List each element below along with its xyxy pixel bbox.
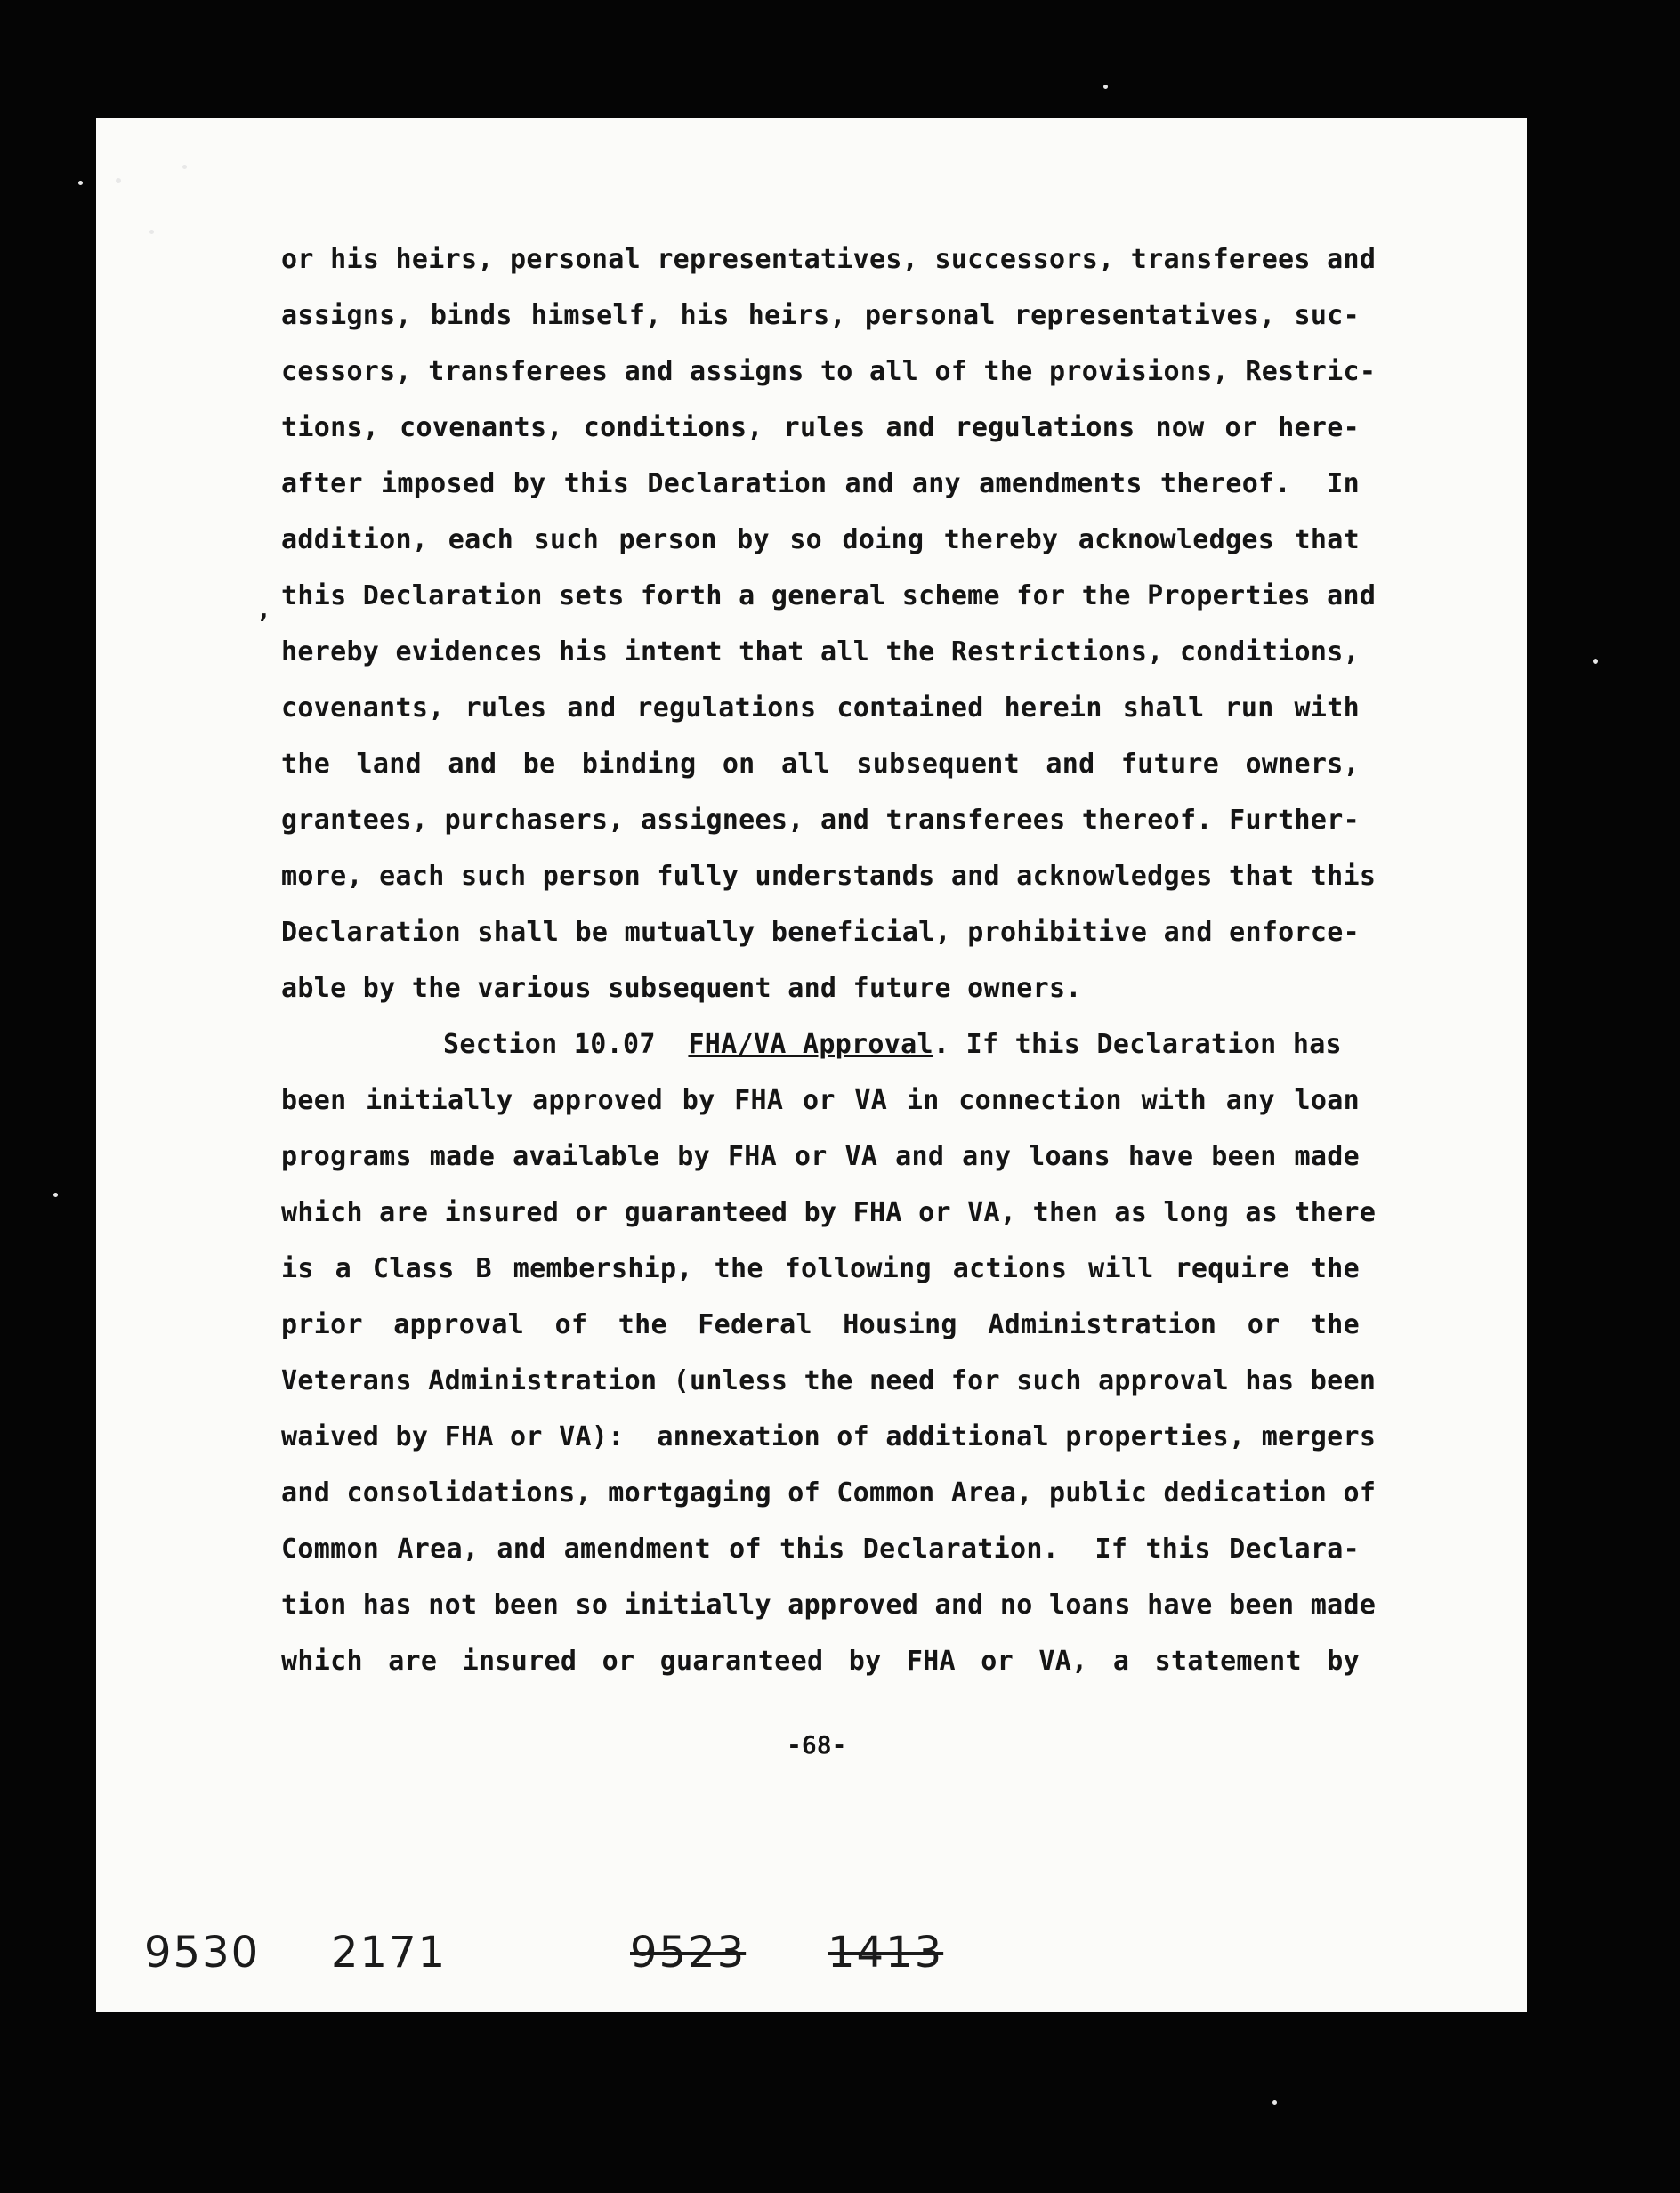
- text-line: Declaration shall be mutually beneficial, prohibitive and enforce-: [281, 917, 1360, 948]
- scan-speck: [1593, 659, 1598, 664]
- scan-speck: [1103, 85, 1108, 89]
- section-label: Section 10.07: [443, 1029, 656, 1060]
- text-line: been initially approved by FHA or VA in connection with any loan: [281, 1085, 1360, 1116]
- book-number: 9530: [144, 1928, 261, 1978]
- text-line: and consolidations, mortgaging of Common Area, public dedication of: [281, 1477, 1377, 1509]
- page-reference: 2171: [331, 1928, 448, 1978]
- text-line: is a Class B membership, the following actions will require the: [281, 1253, 1360, 1284]
- text-line: addition, each such person by so doing thereby acknowledges that: [281, 524, 1360, 555]
- text-line: which are insured or guaranteed by FHA or VA, then as long as there: [281, 1197, 1377, 1228]
- text-line: or his heirs, personal representatives, successors, transferees and: [281, 244, 1377, 275]
- section-heading-line: [443, 1029, 1342, 1060]
- document-page: [96, 118, 1527, 2012]
- text-line: tions, covenants, conditions, rules and regulations now or here-: [281, 412, 1360, 443]
- page-number: -68-: [787, 1730, 847, 1760]
- text-line: assigns, binds himself, his heirs, personal representatives, suc-: [281, 300, 1360, 331]
- text-line: Common Area, and amendment of this Declaration. If this Declara-: [281, 1533, 1360, 1565]
- text-line: this Declaration sets forth a general scheme for the Properties and: [281, 580, 1377, 611]
- text-line: the land and be binding on all subsequent and future owners,: [281, 749, 1360, 780]
- scan-speck: [1272, 2100, 1277, 2105]
- scan-speck: [53, 1193, 58, 1197]
- text-line: able by the various subsequent and future owners.: [281, 973, 1082, 1004]
- scan-speck: [116, 178, 121, 183]
- section-title: FHA/VA Approval: [688, 1029, 933, 1060]
- margin-mark: ,: [256, 595, 271, 624]
- text-line: more, each such person fully understands and acknowledges that this: [281, 861, 1377, 892]
- scan-speck: [149, 230, 154, 234]
- struck-page-reference: 1413: [828, 1928, 944, 1978]
- text-line: after imposed by this Declaration and any amendments thereof. In: [281, 468, 1360, 499]
- text-line: hereby evidences his intent that all the Restrictions, conditions,: [281, 636, 1360, 668]
- text-line: prior approval of the Federal Housing Administration or the: [281, 1309, 1360, 1340]
- text-line: which are insured or guaranteed by FHA or VA, a statement by: [281, 1646, 1360, 1677]
- text-line: programs made available by FHA or VA and any loans have been made: [281, 1141, 1360, 1172]
- text-line: covenants, rules and regulations contained herein shall run with: [281, 692, 1360, 724]
- struck-book-number: 9523: [630, 1928, 747, 1978]
- section-line-text: . If this Declaration has: [933, 1029, 1342, 1060]
- text-line: Veterans Administration (unless the need for such approval has been: [281, 1365, 1377, 1396]
- text-line: grantees, purchasers, assignees, and transferees thereof. Further-: [281, 805, 1360, 836]
- text-line: tion has not been so initially approved and no loans have been made: [281, 1590, 1377, 1621]
- scan-speck: [182, 165, 187, 169]
- text-line: waived by FHA or VA): annexation of additional properties, mergers: [281, 1421, 1377, 1453]
- text-line: cessors, transferees and assigns to all of the provisions, Restric-: [281, 356, 1377, 387]
